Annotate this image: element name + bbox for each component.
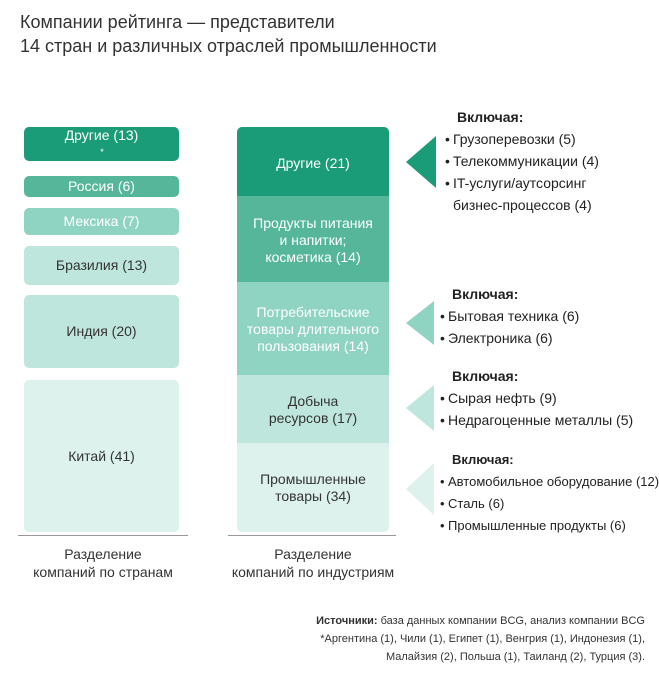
country-block-brazil xyxy=(24,246,179,285)
industry-label-resources: Добыча ресурсов (17) xyxy=(268,393,358,426)
industry-label-durables: Потребительские товары длительного пользования (14) xyxy=(246,304,380,354)
country-block-china xyxy=(24,380,179,532)
title-line-1: Компании рейтинга — представители xyxy=(20,12,335,32)
country-block-mexico xyxy=(24,208,179,235)
footnote-line-1: *Аргентина (1), Чили (1), Египет (1), Венгрия (1), Индонезия (1), xyxy=(320,633,645,645)
list-item: • Автомобильное оборудование (12) xyxy=(440,474,659,489)
list-item-continuation: бизнес-процессов (4) xyxy=(453,197,592,213)
sources-note xyxy=(316,612,645,666)
list-item: • Телекоммуникации (4) xyxy=(445,153,599,169)
industry-label-other: Другие (21) xyxy=(276,155,350,171)
industry-block-durables xyxy=(237,282,389,377)
industry-block-food xyxy=(237,196,389,284)
country-block-india xyxy=(24,295,179,368)
country-block-other xyxy=(24,127,179,161)
country-column-label: Разделение компаний по странам xyxy=(33,546,173,580)
sources-text: база данных компании BCG, анализ компании BCG xyxy=(377,615,645,627)
callout-other xyxy=(445,106,599,216)
pointer-triangle-durables xyxy=(406,301,434,345)
sources-label: Источники: xyxy=(316,615,378,627)
list-item: • Электроника (6) xyxy=(440,330,553,346)
country-label-china: Китай (41) xyxy=(68,447,135,464)
callout-heading: Включая: xyxy=(452,452,514,467)
footnote-mark: * xyxy=(100,147,104,157)
callout-industrial xyxy=(440,449,659,537)
list-item: • IT-услуги/аутсорсинг xyxy=(445,175,587,191)
country-label-brazil: Бразилия (13) xyxy=(55,257,148,273)
title-line-2: 14 стран и различных отраслей промышленности xyxy=(20,36,437,56)
industry-block-other xyxy=(237,127,389,200)
pointer-triangle-industrial xyxy=(406,463,434,515)
list-item: • Бытовая техника (6) xyxy=(440,308,580,324)
industry-column-label: Разделение компаний по индустриям xyxy=(231,546,395,580)
footnote-line-2: Малайзия (2), Польша (1), Таиланд (2), Турция (3). xyxy=(385,651,645,663)
list-item: • Промышленные продукты (6) xyxy=(440,518,626,533)
industry-block-industrial xyxy=(237,443,389,532)
industry-block-resources xyxy=(237,375,389,445)
country-baseline xyxy=(18,535,188,536)
callout-heading: Включая: xyxy=(452,368,519,384)
callout-heading: Включая: xyxy=(457,109,524,125)
chart-title xyxy=(20,10,437,58)
callout-resources xyxy=(440,365,633,431)
list-item: • Недрагоценные металлы (5) xyxy=(440,412,634,428)
pointer-triangle-resources xyxy=(406,385,434,431)
list-item: • Грузоперевозки (5) xyxy=(445,131,576,147)
list-item: • Сталь (6) xyxy=(440,496,505,511)
industry-label-industrial: Промышленные товары (34) xyxy=(260,470,366,504)
callout-heading: Включая: xyxy=(452,286,519,302)
industry-label-food: Продукты питания и напитки; косметика (14) xyxy=(253,214,373,265)
callout-durables xyxy=(440,283,579,349)
list-item: • Сырая нефть (9) xyxy=(440,390,557,406)
country-label-russia: Россия (6) xyxy=(68,178,135,194)
country-block-russia xyxy=(24,176,179,197)
pointer-triangle-other xyxy=(406,136,436,188)
country-label-india: Индия (20) xyxy=(66,323,137,339)
country-label-mexico: Мексика (7) xyxy=(63,213,140,229)
industry-baseline xyxy=(228,535,396,536)
country-label-other: Другие (13) * xyxy=(65,127,139,161)
